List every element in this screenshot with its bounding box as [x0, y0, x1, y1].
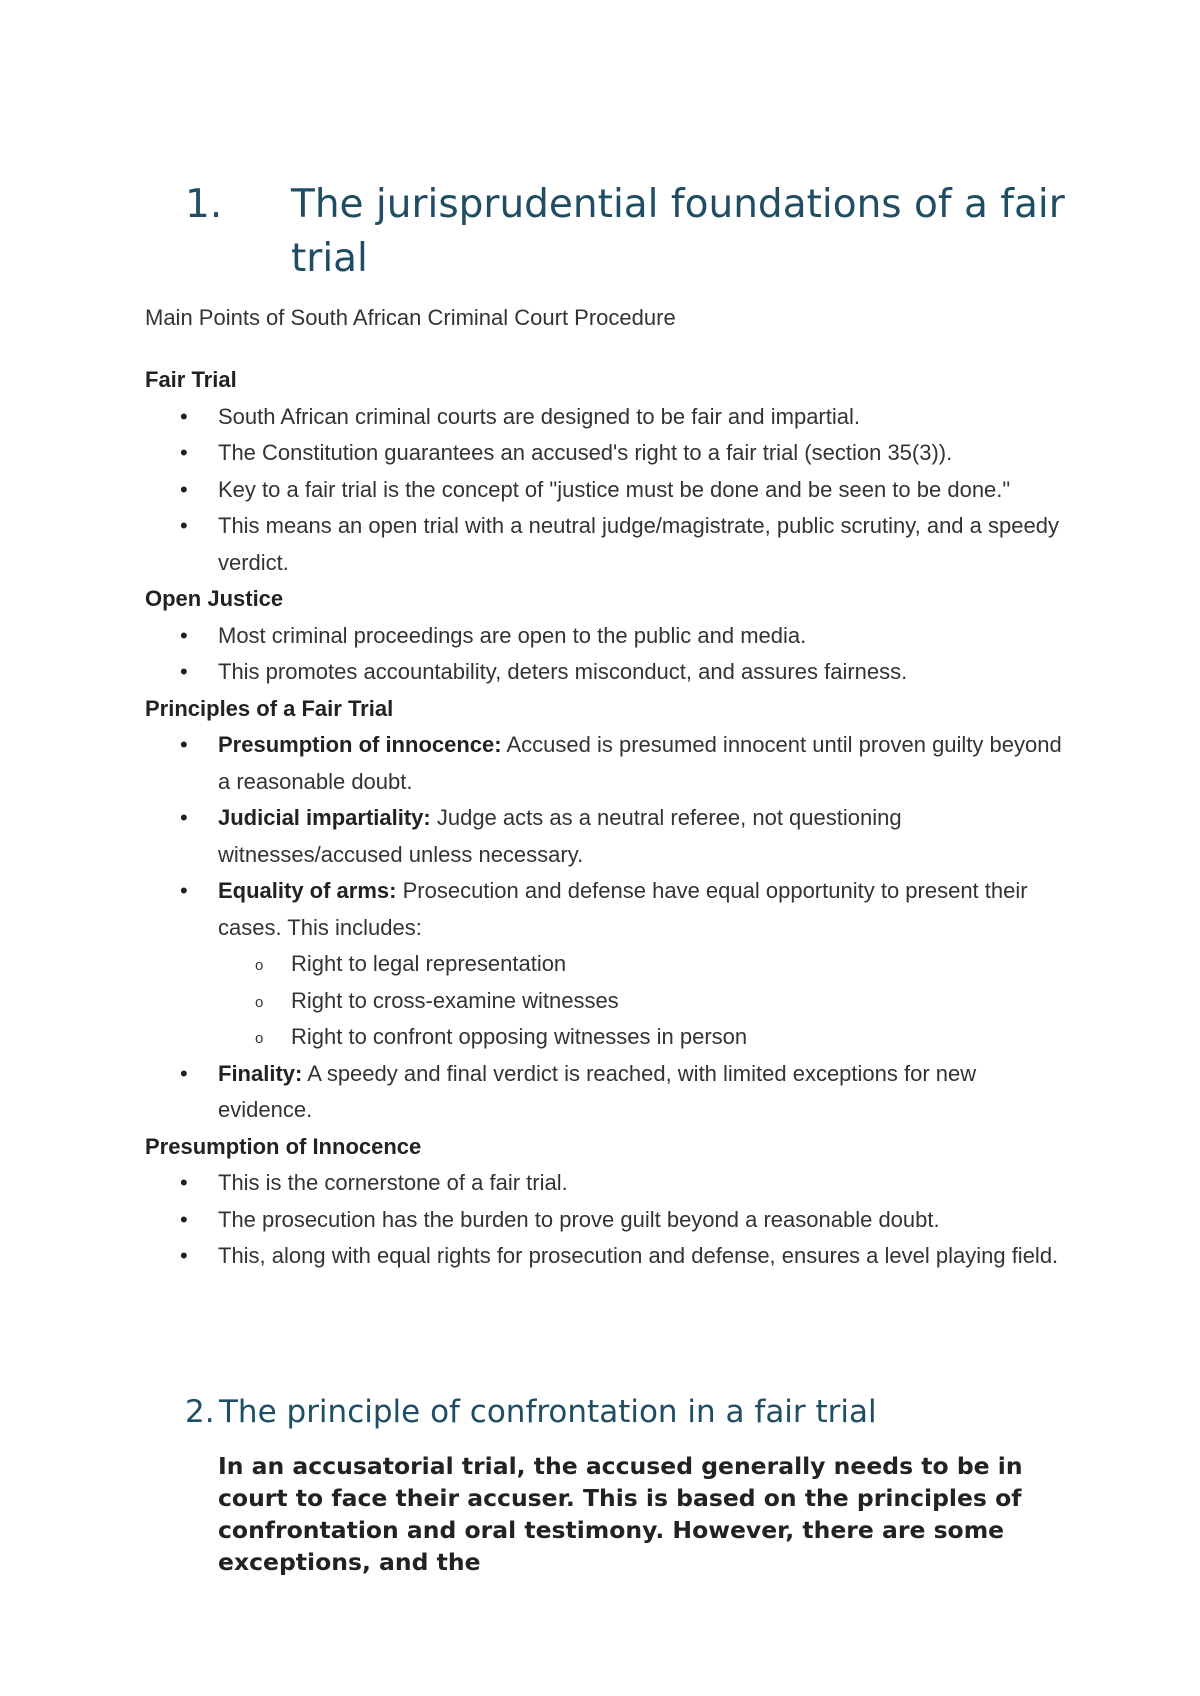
list-item [145, 1238, 1065, 1275]
heading-1-text: The jurisprudential foundations of a fair trial [291, 182, 1065, 281]
list-item [145, 399, 1065, 436]
bullet-list [145, 727, 1065, 1129]
list-item [145, 654, 1065, 691]
heading-2-text: The principle of confrontation in a fair trial [219, 1394, 877, 1430]
list-item-text: The prosecution has the burden to prove guilt beyond a reasonable doubt. [218, 1206, 940, 1232]
bullet-list [145, 618, 1065, 691]
heading-2 [185, 1390, 1085, 1434]
section-title: Fair Trial [145, 367, 237, 392]
section-title: Presumption of Innocence [145, 1133, 422, 1159]
body-paragraph: In an accusatorial trial, the accused generally needs to be in court to face their accuser. This is based on the principles of confrontation and oral testimony. However, there are some exceptions, and the [218, 1452, 1023, 1576]
sub-list-item: o Right to confront opposing witnesses in person [218, 1019, 1065, 1056]
list-item-text: This promotes accountability, deters misconduct, and assures fairness. [218, 659, 908, 684]
sub-list-item: o Right to cross-examine witnesses [218, 983, 1065, 1020]
list-item-text: Judge acts as a neutral referee, not questioning witnesses/accused unless necessary. [218, 805, 902, 867]
list-item [145, 1165, 1065, 1202]
list-item-text: Prosecution and defense have equal opportunity to present their cases. This includes: [218, 878, 1028, 940]
list-item-text: Most criminal proceedings are open to the public and media. [218, 622, 807, 648]
list-item-term: Judicial impartiality: [218, 805, 431, 830]
list-item-text: South African criminal courts are designed to be fair and impartial. [218, 403, 860, 429]
list-item-text: This means an open trial with a neutral judge/magistrate, public scrutiny, and a speedy verdict. [218, 513, 1059, 575]
list-item [145, 873, 1065, 1056]
heading-1-number: 1. [185, 182, 223, 227]
list-item-text: Key to a fair trial is the concept of "justice must be done and be seen to be done." [218, 476, 1011, 502]
list-item-text: A speedy and final verdict is reached, with limited exceptions for new evidence. [218, 1060, 977, 1122]
list-item [145, 618, 1065, 655]
section-title: Open Justice [145, 586, 284, 611]
list-item [145, 727, 1065, 800]
section-title: Principles of a Fair Trial [145, 695, 394, 721]
list-item-text: Accused is presumed innocent until proven guilty beyond a reasonable doubt. [218, 732, 1062, 794]
sections-container [145, 362, 1065, 1275]
list-item [145, 472, 1065, 509]
intro-line: Main Points of South African Criminal Court Procedure [145, 305, 676, 330]
list-item [145, 435, 1065, 472]
list-item-term: Equality of arms: [218, 878, 397, 903]
sub-list-item: o Right to legal representation [218, 946, 1065, 983]
list-item-text: The Constitution guarantees an accused's right to a fair trial (section 35(3)). [218, 440, 953, 465]
heading-1 [185, 178, 1085, 286]
list-item-text: This, along with equal rights for prosecution and defense, ensures a level playing field. [218, 1243, 1059, 1268]
list-item [145, 1202, 1065, 1239]
list-item-term: Finality: [218, 1060, 303, 1086]
list-item-text: This is the cornerstone of a fair trial. [218, 1170, 568, 1195]
sub-list [218, 946, 1065, 1056]
heading-2-number: 2. [185, 1394, 215, 1430]
bullet-list [145, 1165, 1065, 1275]
bullet-list [145, 399, 1065, 582]
list-item [145, 1056, 1065, 1129]
list-item [145, 800, 1065, 873]
list-item [145, 508, 1065, 581]
list-item-term: Presumption of innocence: [218, 732, 502, 757]
